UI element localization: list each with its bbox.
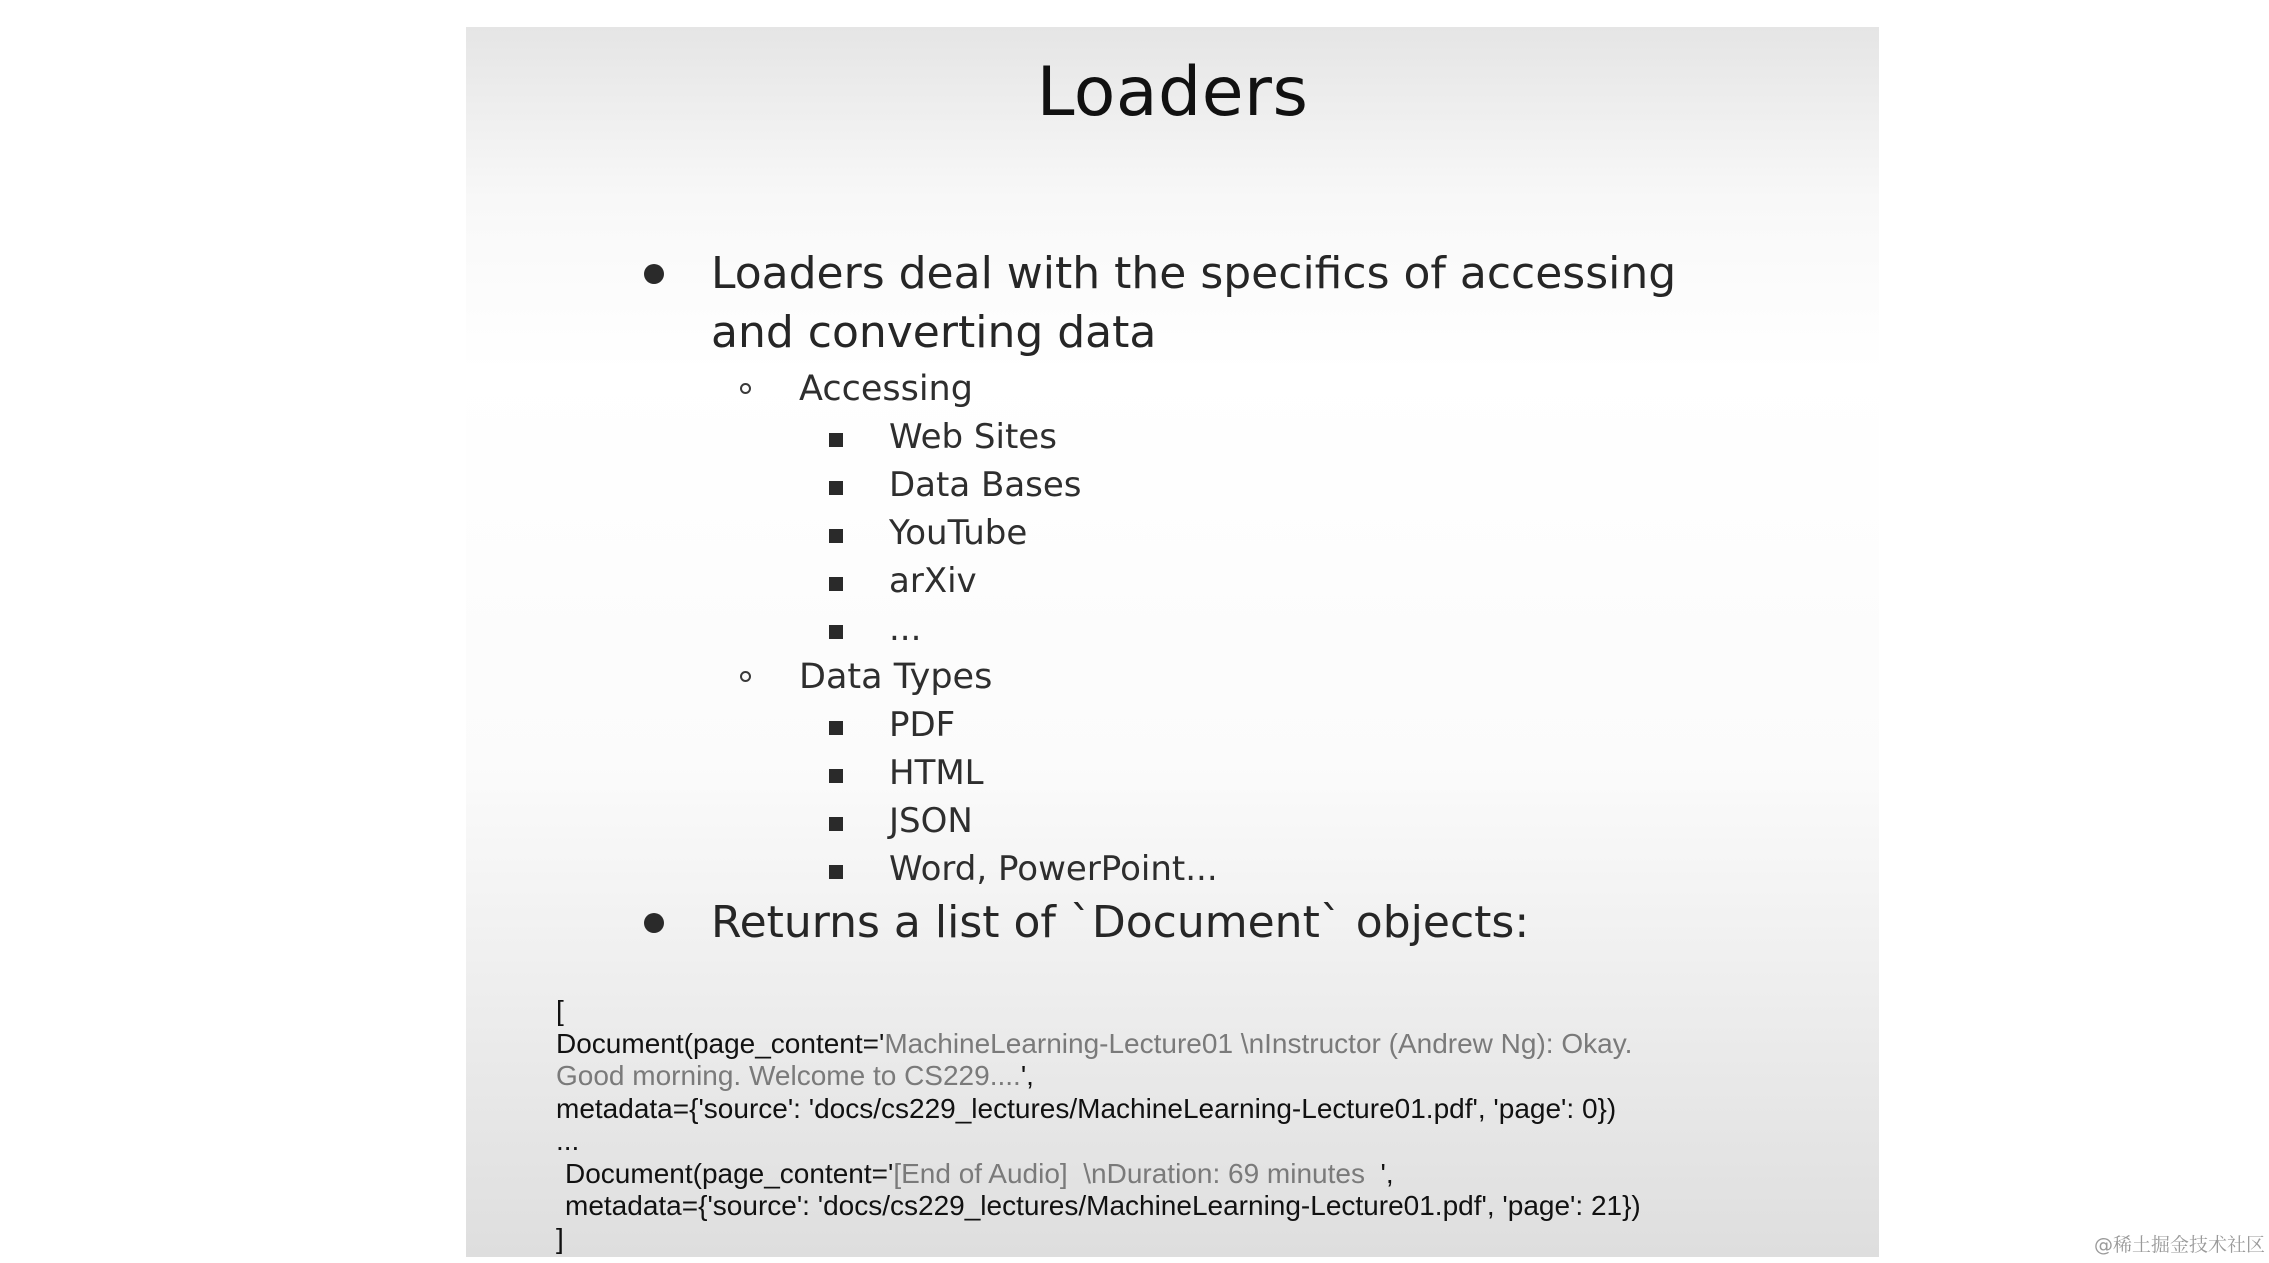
square-bullet-icon	[829, 865, 843, 879]
bullet-text: Returns a list of `Document` objects:	[711, 897, 1530, 948]
subbullet-label: Data Types	[799, 657, 993, 697]
code-open-bracket: [	[556, 995, 564, 1026]
slide-title: Loaders	[1036, 53, 1309, 132]
hollow-circle-icon	[740, 671, 751, 682]
list-item-text: PDF	[889, 705, 956, 745]
square-bullet-icon	[829, 433, 843, 447]
code-doc1-close: ',	[1020, 1060, 1034, 1091]
code-doc2-close: ',	[1380, 1157, 1394, 1189]
code-line	[556, 1223, 1641, 1256]
square-bullet-icon	[829, 625, 843, 639]
list-item-text: HTML	[889, 753, 984, 793]
code-doc1-content: MachineLearning-Lecture01 \nInstructor (Andrew Ng): Okay.	[884, 1027, 1633, 1059]
bullet-text-line1: Loaders deal with the specifics of accessing	[711, 248, 1677, 299]
code-line	[556, 1190, 1641, 1223]
code-doc1-content-cont: Good morning. Welcome to CS229....	[556, 1060, 1021, 1091]
bullet-dot-icon	[644, 264, 664, 284]
code-line	[556, 995, 1641, 1028]
code-ellipsis: ...	[556, 1125, 580, 1156]
list-item-text: YouTube	[889, 513, 1028, 553]
code-doc1-metadata: metadata={'source': 'docs/cs229_lectures/MachineLearning-Lecture01.pdf', 'page': 0})	[556, 1092, 1617, 1124]
list-item-text: ...	[889, 609, 922, 649]
code-sample	[556, 995, 1641, 1255]
slide	[466, 27, 1879, 1257]
list-item-text: Word, PowerPoint...	[889, 849, 1218, 889]
watermark: @稀土掘金技术社区	[2093, 1234, 2265, 1256]
square-bullet-icon	[829, 721, 843, 735]
code-line	[556, 1125, 1641, 1158]
code-line	[556, 1158, 1641, 1191]
bullet-text-line2: and converting data	[711, 307, 1157, 358]
square-bullet-icon	[829, 817, 843, 831]
square-bullet-icon	[829, 577, 843, 591]
code-close-bracket: ]	[556, 1222, 564, 1254]
hollow-circle-icon	[740, 383, 751, 394]
subbullet-label: Accessing	[799, 369, 973, 409]
bullet-dot-icon	[644, 913, 664, 933]
square-bullet-icon	[829, 769, 843, 783]
code-line	[556, 1028, 1641, 1061]
list-item-text: arXiv	[889, 561, 977, 601]
code-doc2-content: [End of Audio] \nDuration: 69 minutes	[893, 1157, 1381, 1189]
code-line	[556, 1060, 1641, 1093]
list-item-text: Web Sites	[889, 417, 1057, 457]
list-item-text: JSON	[889, 801, 973, 841]
code-doc2-prefix: Document(page_content='	[565, 1157, 894, 1189]
code-doc2-metadata: metadata={'source': 'docs/cs229_lectures/MachineLearning-Lecture01.pdf', 'page': 21})	[565, 1190, 1641, 1221]
list-item-text: Data Bases	[889, 465, 1082, 505]
square-bullet-icon	[829, 529, 843, 543]
code-line	[556, 1093, 1641, 1126]
square-bullet-icon	[829, 481, 843, 495]
code-doc1-prefix: Document(page_content='	[556, 1027, 885, 1059]
